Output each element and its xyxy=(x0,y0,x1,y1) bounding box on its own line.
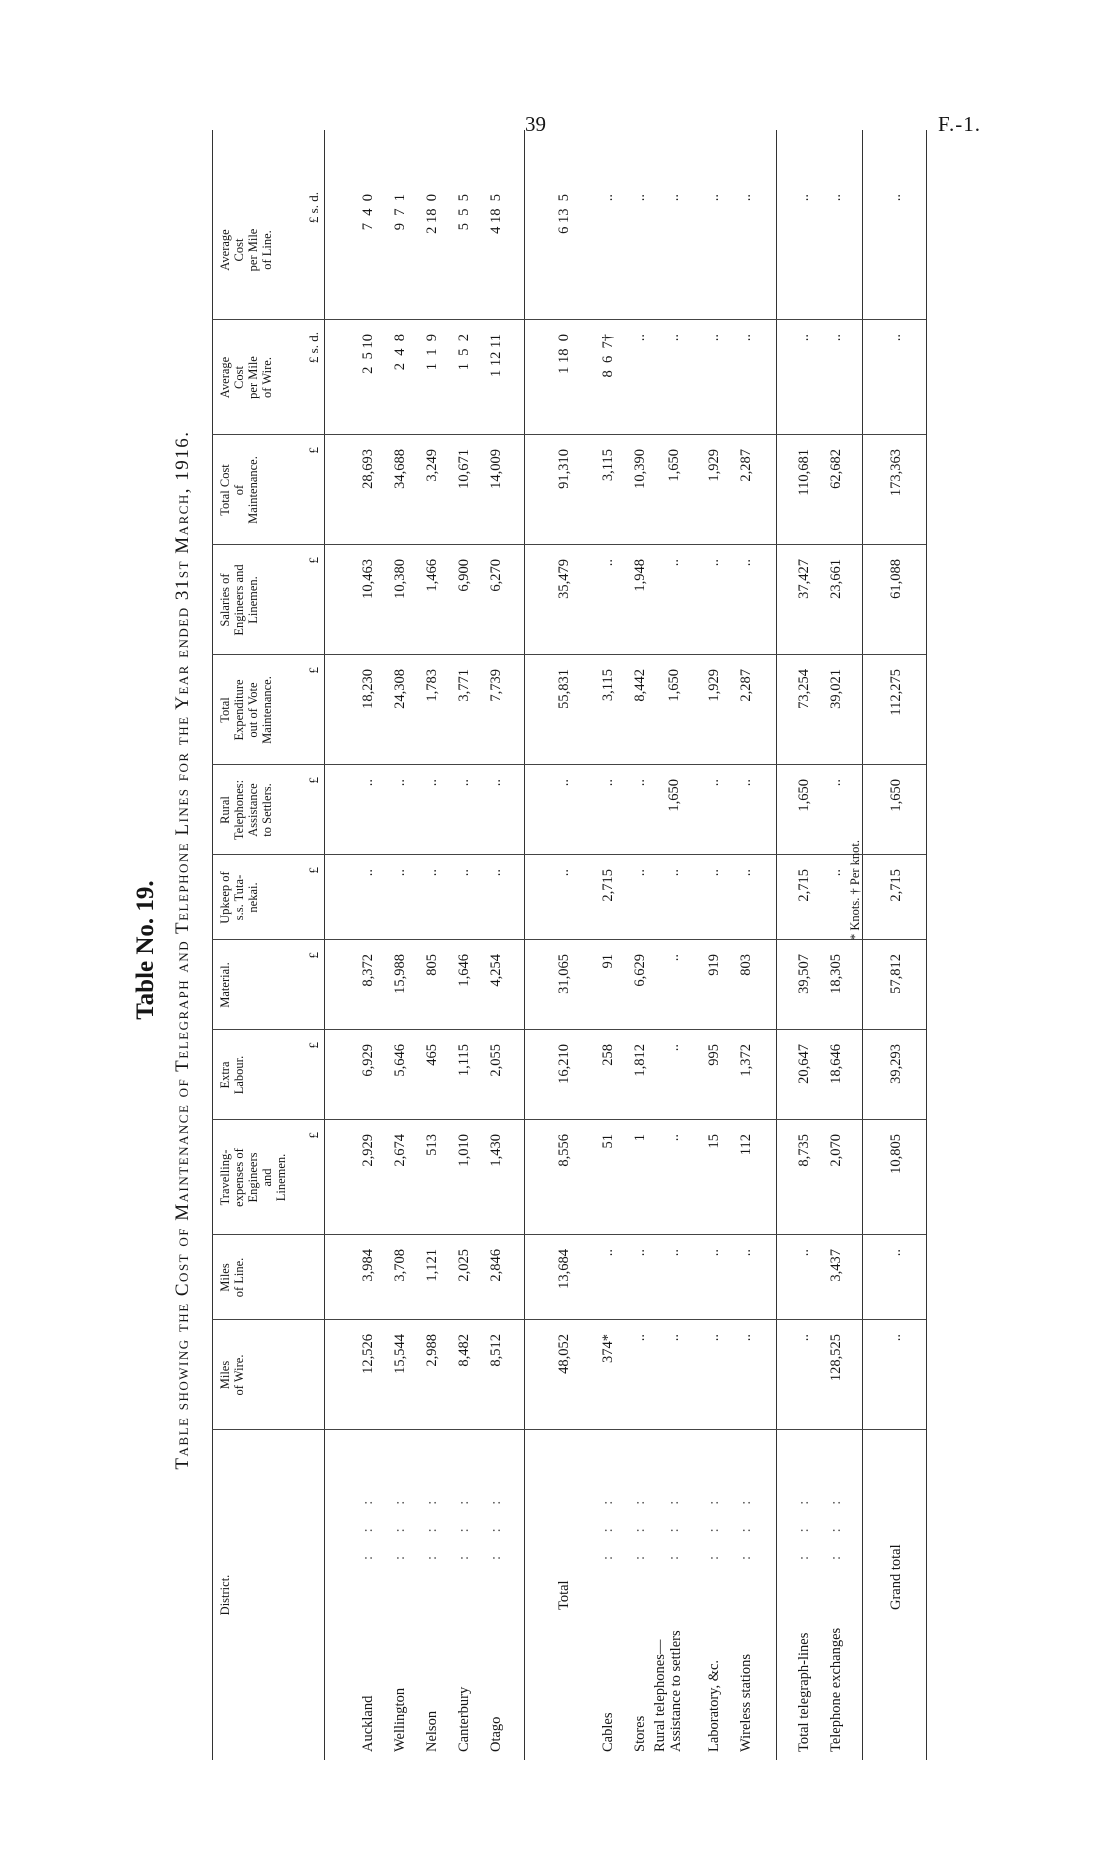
table-cell: .. xyxy=(666,1249,682,1257)
leader-dots: : : : xyxy=(600,1490,616,1560)
unit-label: £ xyxy=(306,1042,321,1049)
rule-top xyxy=(212,130,213,1760)
column-header: Upkeep of s.s. Tuta- nekai. xyxy=(218,871,260,924)
table-cell: .. xyxy=(738,1249,754,1257)
table-cell: 16,210 xyxy=(556,1044,572,1084)
table-cell: .. xyxy=(456,779,472,787)
table-cell: .. xyxy=(600,194,616,202)
table-cell: .. xyxy=(666,869,682,877)
table-cell: .. xyxy=(632,869,648,877)
table-cell: .. xyxy=(738,869,754,877)
table-cell: 2 18 0 xyxy=(424,194,440,234)
table-cell: 5,646 xyxy=(392,1044,408,1077)
table-cell: .. xyxy=(632,334,648,342)
table-cell: .. xyxy=(456,869,472,877)
table-cell: .. xyxy=(706,869,722,877)
table-cell: 1,650 xyxy=(796,779,812,812)
table-cell: 2,287 xyxy=(738,449,754,482)
column-header: District. xyxy=(218,1574,232,1616)
table-cell: 10,390 xyxy=(632,449,648,489)
table-cell: 39,293 xyxy=(888,1044,904,1084)
table-cell: 61,088 xyxy=(888,559,904,599)
leader-dots: : : : xyxy=(424,1490,440,1560)
table-cell: 6,900 xyxy=(456,559,472,592)
table-cell: 14,009 xyxy=(488,449,504,489)
table-cell: 48,052 xyxy=(556,1334,572,1374)
row-label: Wellington xyxy=(392,1687,408,1752)
row-label: Cables xyxy=(600,1712,616,1752)
table-cell: .. xyxy=(666,1044,682,1052)
leader-dots: : : : xyxy=(738,1490,754,1560)
column-header: Extra Labour. xyxy=(218,1055,246,1095)
table-cell: .. xyxy=(600,779,616,787)
table-cell: 995 xyxy=(706,1044,722,1066)
table-cell: 465 xyxy=(424,1044,440,1066)
table-cell: 2,846 xyxy=(488,1249,504,1282)
table-cell: 8 6 7† xyxy=(600,334,616,378)
table-cell: 91 xyxy=(600,954,616,969)
table-cell: .. xyxy=(392,869,408,877)
table-cell: .. xyxy=(706,334,722,342)
table-cell: .. xyxy=(600,559,616,567)
leader-dots: : : : xyxy=(360,1490,376,1560)
table-cell: 2,070 xyxy=(828,1134,844,1167)
table-cell: 39,507 xyxy=(796,954,812,994)
table-cell: 6,270 xyxy=(488,559,504,592)
table-cell: 10,463 xyxy=(360,559,376,599)
table-cell: .. xyxy=(424,869,440,877)
table-cell: 7 4 0 xyxy=(360,194,376,231)
unit-label: £ s. d. xyxy=(306,192,321,224)
table-cell: .. xyxy=(828,779,844,787)
table-cell: .. xyxy=(796,1249,812,1257)
row-label: Wireless stations xyxy=(738,1653,754,1752)
table-cell: 2,055 xyxy=(488,1044,504,1077)
table-cell: 3,115 xyxy=(600,669,616,702)
table-cell: .. xyxy=(424,779,440,787)
row-label: Canterbury xyxy=(456,1686,472,1752)
leader-dots: : : : xyxy=(796,1490,812,1560)
table-cell: 10,380 xyxy=(392,559,408,599)
table-cell: 2,988 xyxy=(424,1334,440,1367)
table-cell: .. xyxy=(796,194,812,202)
table-cell: 73,254 xyxy=(796,669,812,709)
table-cell: 28,693 xyxy=(360,449,376,489)
table-cell: .. xyxy=(632,1334,648,1342)
table-cell: .. xyxy=(556,869,572,877)
table-cell: 1,812 xyxy=(632,1044,648,1077)
rule-group xyxy=(776,130,777,1760)
table-cell: 3,984 xyxy=(360,1249,376,1282)
table-title: Table showing the Cost of Maintenance of Telegraph and Telephone Lines for the Year ended 31st March, 1916. xyxy=(172,430,193,1470)
row-label: Rural telephones— Assistance to settlers xyxy=(652,1630,684,1752)
table-cell: 37,427 xyxy=(796,559,812,599)
table-cell: .. xyxy=(632,1249,648,1257)
table-cell: .. xyxy=(888,194,904,202)
table-footnote: * Knots. † Per knot. xyxy=(848,840,862,940)
column-header: Travelling- expenses of Engineers and Linemen. xyxy=(218,1148,288,1207)
table-cell: .. xyxy=(600,1249,616,1257)
column-header: Total Expenditure out of Vote Maintenance. xyxy=(218,676,274,744)
table-cell: 513 xyxy=(424,1134,440,1156)
page-reference: F.-1. xyxy=(938,112,981,136)
table-cell: 110,681 xyxy=(796,449,812,496)
table-cell: .. xyxy=(666,954,682,962)
table-cell: .. xyxy=(888,1334,904,1342)
table-cell: 6 13 5 xyxy=(556,194,572,234)
table-cell: 1,948 xyxy=(632,559,648,592)
table-cell: .. xyxy=(632,779,648,787)
table-cell: 91,310 xyxy=(556,449,572,489)
rule-header-bottom xyxy=(324,130,325,1760)
table-cell: 3,708 xyxy=(392,1249,408,1282)
table-cell: .. xyxy=(828,334,844,342)
table-cell: 258 xyxy=(600,1044,616,1066)
table-cell: 1,372 xyxy=(738,1044,754,1077)
table-cell: .. xyxy=(738,334,754,342)
table-cell: 2,287 xyxy=(738,669,754,702)
table-cell: 1 5 2 xyxy=(456,334,472,371)
rule-group xyxy=(862,130,863,1760)
row-label: Total xyxy=(556,1580,572,1610)
leader-dots: : : : xyxy=(456,1490,472,1560)
table-cell: 1,646 xyxy=(456,954,472,987)
table-cell: .. xyxy=(706,559,722,567)
row-label: Nelson xyxy=(424,1710,440,1752)
row-label: Auckland xyxy=(360,1695,376,1752)
table-cell: 6,629 xyxy=(632,954,648,987)
table-cell: 128,525 xyxy=(828,1334,844,1382)
unit-label: £ xyxy=(306,777,321,784)
table-cell: 1 12 11 xyxy=(488,334,504,377)
table-cell: 3,115 xyxy=(600,449,616,482)
table-cell: 51 xyxy=(600,1134,616,1149)
table-cell: 2,715 xyxy=(888,869,904,902)
column-header: Average Cost per Mile of Wire. xyxy=(218,356,274,399)
table-cell: 1,650 xyxy=(666,449,682,482)
table-cell: 8,482 xyxy=(456,1334,472,1367)
table-cell: .. xyxy=(796,1334,812,1342)
table-cell: 919 xyxy=(706,954,722,976)
table-cell: 62,682 xyxy=(828,449,844,489)
column-header: Material. xyxy=(218,962,232,1008)
table-cell: 55,831 xyxy=(556,669,572,709)
table-cell: 2 5 10 xyxy=(360,334,376,374)
table-cell: .. xyxy=(706,1334,722,1342)
table-cell: .. xyxy=(828,194,844,202)
table-cell: 57,812 xyxy=(888,954,904,994)
leader-dots: : : : xyxy=(488,1490,504,1560)
leader-dots: : : : xyxy=(632,1490,648,1560)
table-cell: 2,715 xyxy=(796,869,812,902)
unit-label: £ xyxy=(306,667,321,674)
table-cell: 1,783 xyxy=(424,669,440,702)
table-cell: .. xyxy=(738,559,754,567)
leader-dots: : : : xyxy=(828,1490,844,1560)
table-cell: 3,437 xyxy=(828,1249,844,1282)
leader-dots: : : : xyxy=(392,1490,408,1560)
table-cell: 18,230 xyxy=(360,669,376,709)
column-header: Total Cost of Maintenance. xyxy=(218,456,260,524)
table-cell: 18,305 xyxy=(828,954,844,994)
table-cell: .. xyxy=(488,779,504,787)
rule-group xyxy=(524,130,525,1760)
column-header: Average Cost per Mile of Line. xyxy=(218,228,274,272)
column-header: Salaries of Engineers and Linemen. xyxy=(218,564,260,636)
table-cell: 1,929 xyxy=(706,449,722,482)
table-cell: 23,661 xyxy=(828,559,844,599)
table-cell: 2 4 8 xyxy=(392,334,408,371)
table-cell: .. xyxy=(888,334,904,342)
table-cell: 8,442 xyxy=(632,669,648,702)
row-label: Telephone exchanges xyxy=(828,1627,844,1752)
table-cell: 8,372 xyxy=(360,954,376,987)
table-cell: .. xyxy=(666,1134,682,1142)
table-cell: .. xyxy=(392,779,408,787)
table-cell: 1,650 xyxy=(666,669,682,702)
table-cell: 8,735 xyxy=(796,1134,812,1167)
leader-dots: : : : xyxy=(706,1490,722,1560)
table-cell: .. xyxy=(738,1334,754,1342)
table-cell: 3,249 xyxy=(424,449,440,482)
table-cell: 1,115 xyxy=(456,1044,472,1077)
table-cell: 2,674 xyxy=(392,1134,408,1167)
table-cell: 39,021 xyxy=(828,669,844,709)
table-cell: 1 1 9 xyxy=(424,334,440,371)
unit-label: £ s. d. xyxy=(306,332,321,364)
table-cell: 24,308 xyxy=(392,669,408,709)
column-header: Miles of Wire. xyxy=(218,1354,246,1396)
row-label: Stores xyxy=(632,1715,648,1752)
table-cell: 12,526 xyxy=(360,1334,376,1374)
unit-label: £ xyxy=(306,1132,321,1139)
table-cell: .. xyxy=(666,334,682,342)
table-cell: 7,739 xyxy=(488,669,504,702)
table-cell: 15 xyxy=(706,1134,722,1149)
table-cell: 2,715 xyxy=(600,869,616,902)
table-cell: 20,647 xyxy=(796,1044,812,1084)
table-cell: .. xyxy=(738,194,754,202)
table-cell: 9 7 1 xyxy=(392,194,408,231)
table-cell: 1 18 0 xyxy=(556,334,572,374)
table-cell: 173,363 xyxy=(888,449,904,497)
table-cell: 805 xyxy=(424,954,440,976)
table-cell: .. xyxy=(796,334,812,342)
unit-label: £ xyxy=(306,557,321,564)
table-cell: 35,479 xyxy=(556,559,572,599)
table-cell: 1,929 xyxy=(706,669,722,702)
table-cell: 803 xyxy=(738,954,754,976)
table-cell: .. xyxy=(488,869,504,877)
table-cell: 13,684 xyxy=(556,1249,572,1289)
unit-label: £ xyxy=(306,867,321,874)
table-cell: 1,430 xyxy=(488,1134,504,1167)
table-cell: 31,065 xyxy=(556,954,572,994)
column-header: Miles of Line. xyxy=(218,1257,246,1298)
table-cell: 8,512 xyxy=(488,1334,504,1367)
table-cell: 34,688 xyxy=(392,449,408,489)
table-cell: .. xyxy=(666,194,682,202)
table-cell: 1 xyxy=(632,1134,648,1142)
leader-dots: : : : xyxy=(666,1490,682,1560)
table-cell: .. xyxy=(556,779,572,787)
unit-label: £ xyxy=(306,952,321,959)
table-cell: 2,929 xyxy=(360,1134,376,1167)
table-cell: .. xyxy=(706,1249,722,1257)
table-cell: 18,646 xyxy=(828,1044,844,1084)
table-cell: .. xyxy=(828,869,844,877)
table-cell: 2,025 xyxy=(456,1249,472,1282)
table-cell: 4,254 xyxy=(488,954,504,987)
table-cell: 1,650 xyxy=(888,779,904,812)
table-cell: 1,121 xyxy=(424,1249,440,1282)
table-cell: .. xyxy=(632,194,648,202)
table-cell: 1,010 xyxy=(456,1134,472,1167)
table-cell: 15,988 xyxy=(392,954,408,994)
table-cell: 1,650 xyxy=(666,779,682,812)
table-cell: 5 5 5 xyxy=(456,194,472,231)
table-cell: .. xyxy=(666,1334,682,1342)
row-label: Laboratory, &c. xyxy=(706,1659,722,1752)
table-cell: .. xyxy=(360,869,376,877)
column-header: Rural Telephones: Assistance to Settlers. xyxy=(218,779,274,841)
rule-bottom xyxy=(926,130,927,1760)
table-cell: 6,929 xyxy=(360,1044,376,1077)
table-cell: .. xyxy=(888,1249,904,1257)
table-cell: .. xyxy=(706,779,722,787)
table-cell: 4 18 5 xyxy=(488,194,504,234)
table-cell: 1,466 xyxy=(424,559,440,592)
table-cell: .. xyxy=(666,559,682,567)
unit-label: £ xyxy=(306,447,321,454)
table-cell: 8,556 xyxy=(556,1134,572,1167)
table-cell: 10,805 xyxy=(888,1134,904,1174)
table-cell: 112,275 xyxy=(888,669,904,716)
table-cell: 112 xyxy=(738,1134,754,1156)
table-cell: 15,544 xyxy=(392,1334,408,1374)
row-label: Grand total xyxy=(888,1544,904,1610)
row-label: Otago xyxy=(488,1716,504,1752)
row-label: Total telegraph-lines xyxy=(796,1632,812,1752)
table-cell: .. xyxy=(706,194,722,202)
table-cell: .. xyxy=(360,779,376,787)
page-number: 39 xyxy=(525,112,546,136)
table-cell: 3,771 xyxy=(456,669,472,702)
table-cell: 374* xyxy=(600,1334,616,1363)
rotated-table-block xyxy=(110,100,990,1800)
table-cell: 10,671 xyxy=(456,449,472,489)
table-number: Table No. 19. xyxy=(132,880,159,1020)
table-cell: .. xyxy=(738,779,754,787)
